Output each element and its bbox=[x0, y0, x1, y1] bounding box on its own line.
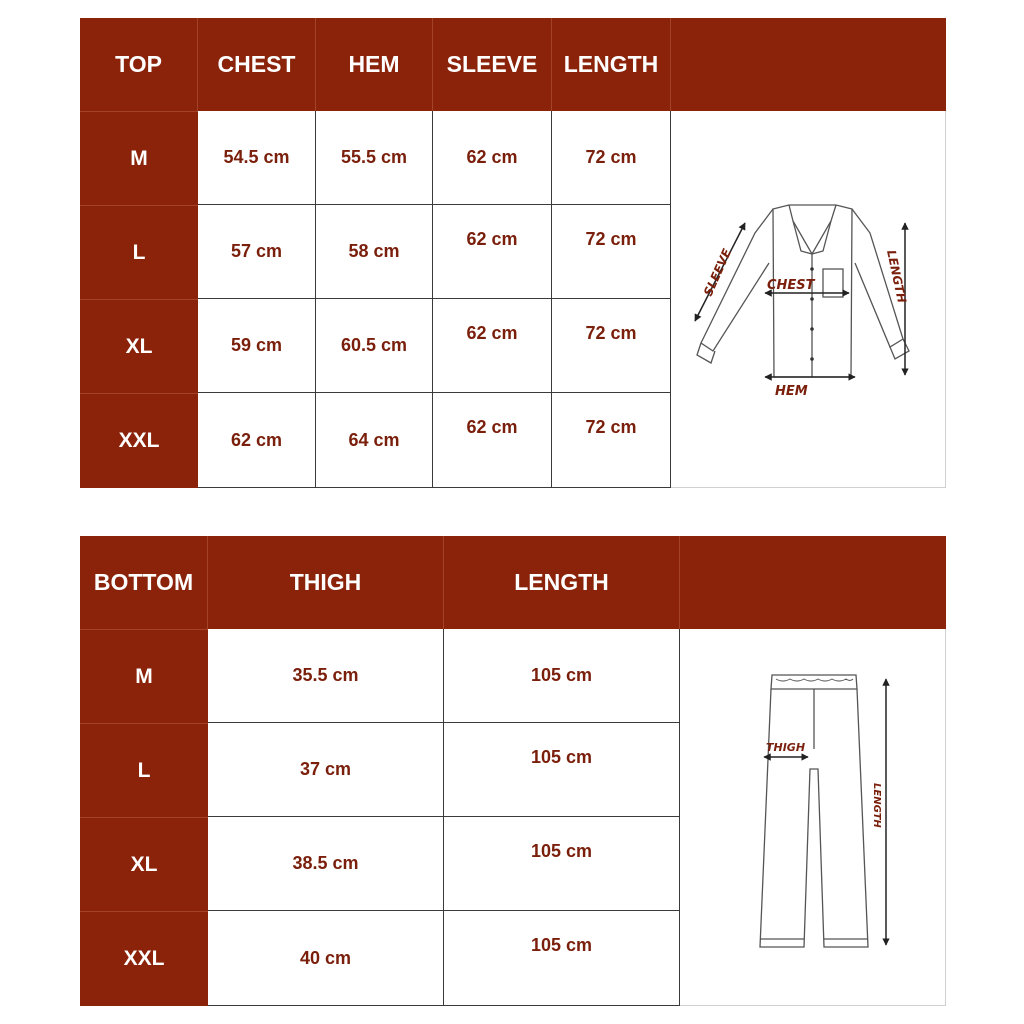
shirt-illustration bbox=[671, 111, 946, 487]
top-length-value: 72 cm bbox=[552, 205, 671, 299]
top-length-value: 72 cm bbox=[552, 111, 671, 205]
bottom-header-length: LENGTH bbox=[444, 536, 680, 629]
top-header-blank bbox=[671, 18, 946, 111]
top-hem-value: 64 cm bbox=[316, 393, 433, 488]
top-sleeve-value: 62 cm bbox=[433, 393, 552, 488]
chest-label: CHEST bbox=[767, 278, 815, 293]
bottom-length-value: 105 cm bbox=[444, 629, 680, 723]
bottom-length-value: 105 cm bbox=[444, 723, 680, 817]
top-chest-value: 62 cm bbox=[198, 393, 316, 488]
top-header-length: LENGTH bbox=[552, 18, 671, 111]
bottom-header-blank bbox=[680, 536, 946, 629]
bottom-thigh-value: 40 cm bbox=[208, 911, 444, 1006]
sleeve-label: SLEEVE bbox=[700, 246, 735, 299]
top-size-table bbox=[80, 18, 946, 488]
top-length-value: 72 cm bbox=[552, 393, 671, 488]
top-header-chest: CHEST bbox=[198, 18, 316, 111]
bottom-size-table bbox=[80, 536, 946, 1006]
top-length-value: 72 cm bbox=[552, 299, 671, 393]
bottom-size-label: XXL bbox=[80, 911, 208, 1006]
hem-label: HEM bbox=[775, 384, 808, 399]
pants-illustration bbox=[680, 629, 946, 1005]
length-label: LENGTH bbox=[871, 783, 882, 828]
bottom-length-value: 105 cm bbox=[444, 817, 680, 911]
bottom-thigh-value: 38.5 cm bbox=[208, 817, 444, 911]
bottom-size-label: M bbox=[80, 629, 208, 723]
top-chest-value: 59 cm bbox=[198, 299, 316, 393]
top-hem-value: 60.5 cm bbox=[316, 299, 433, 393]
top-sleeve-value: 62 cm bbox=[433, 299, 552, 393]
thigh-label: THIGH bbox=[766, 741, 806, 754]
shirt-diagram bbox=[671, 111, 946, 488]
top-size-label: L bbox=[80, 205, 198, 299]
pants-diagram bbox=[680, 629, 946, 1006]
bottom-size-label: L bbox=[80, 723, 208, 817]
bottom-thigh-value: 37 cm bbox=[208, 723, 444, 817]
top-sleeve-value: 62 cm bbox=[433, 205, 552, 299]
bottom-length-value: 105 cm bbox=[444, 911, 680, 1006]
bottom-header-size: BOTTOM bbox=[80, 536, 208, 629]
pants-outline-icon bbox=[760, 675, 868, 947]
top-chest-value: 57 cm bbox=[198, 205, 316, 299]
top-header-hem: HEM bbox=[316, 18, 433, 111]
length-label: LENGTH bbox=[884, 248, 909, 305]
top-sleeve-value: 62 cm bbox=[433, 111, 552, 205]
top-size-label: XL bbox=[80, 299, 198, 393]
top-size-label: XXL bbox=[80, 393, 198, 488]
bottom-thigh-value: 35.5 cm bbox=[208, 629, 444, 723]
top-size-label: M bbox=[80, 111, 198, 205]
top-header-sleeve: SLEEVE bbox=[433, 18, 552, 111]
top-header-size: TOP bbox=[80, 18, 198, 111]
top-hem-value: 55.5 cm bbox=[316, 111, 433, 205]
bottom-header-thigh: THIGH bbox=[208, 536, 444, 629]
top-chest-value: 54.5 cm bbox=[198, 111, 316, 205]
top-hem-value: 58 cm bbox=[316, 205, 433, 299]
bottom-size-label: XL bbox=[80, 817, 208, 911]
